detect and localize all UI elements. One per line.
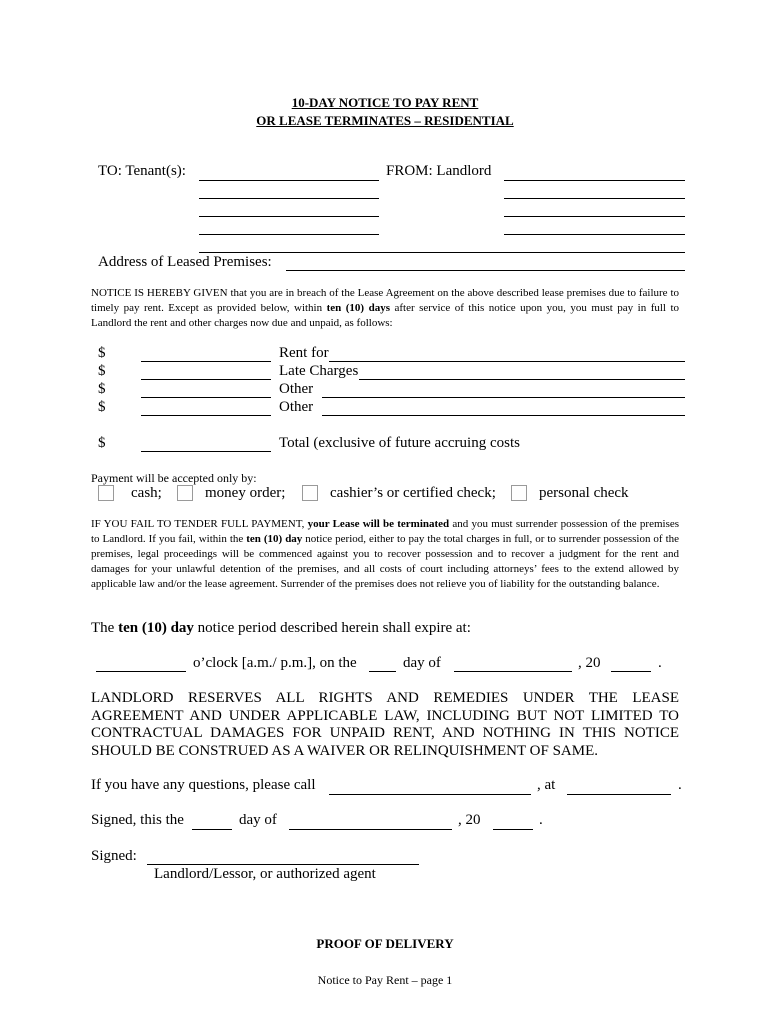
address-label: Address of Leased Premises: (98, 254, 272, 270)
failure-paragraph: IF YOU FAIL TO TENDER FULL PAYMENT, your Lease will be terminated and you must surrender possession of the premises to Landlord. If you fail, within the ten (10) day notice period, either to pay the total charges in full, or to surrender possession of the premises, legal proceedings will be commenced against you to recover possession and to recover a judgment for the rent and damages for your unlawful detention of the premises, and all costs of court including attorneys’ fees to the extend allowed by applicable law and/or the lease agreement. Surrender of the premises does not relieve you of liability for the outstanding balance. (91, 518, 680, 590)
other-1-amount-line[interactable] (141, 397, 271, 398)
expire-sentence: The ten (10) day notice period described herein shall expire at: (91, 620, 471, 636)
expire-day-line[interactable] (369, 671, 396, 672)
page-footer: Notice to Pay Rent – page 1 (317, 973, 453, 987)
landlord-line-4[interactable] (504, 234, 685, 235)
dollar-sign-late: $ (98, 363, 106, 379)
rent-amount-line[interactable] (141, 361, 271, 362)
questions-text: If you have any questions, please call (91, 777, 316, 793)
payment-heading: Payment will be accepted only by: (91, 471, 257, 485)
total-label: Total (exclusive of future accruing costs (279, 435, 520, 451)
questions-at-text: , at (537, 777, 556, 793)
expire-year-line[interactable] (611, 671, 651, 672)
notice-paragraph: NOTICE IS HEREBY GIVEN that you are in breach of the Lease Agreement on the above described lease premises due to failure to timely pay rent. Except as provided below, within ten (10) days after service of this notice upon you, you must pay in full to Landlord the rent and other charges now due and unpaid, as follows: (91, 287, 680, 329)
other-1-label: Other (279, 381, 314, 397)
signed-period: . (539, 812, 543, 828)
personal-check-label: personal check (539, 485, 629, 501)
total-amount-line[interactable] (141, 451, 271, 452)
questions-period: . (678, 777, 682, 793)
other-1-line[interactable] (322, 397, 685, 398)
signed-comma-20: , 20 (458, 812, 481, 828)
cashiers-check-label: cashier’s or certified check; (330, 485, 496, 501)
reserves-paragraph: LANDLORD RESERVES ALL RIGHTS AND REMEDIES UNDER THE LEASE AGREEMENT AND UNDER APPLICABLE LAW, INCLUDING BUT NOT LIMITED TO CONTRACTUAL DAMAGES FOR UNPAID RENT, AND NOTHING IN THIS NOTICE SHOULD BE CONSTRUED AS A WAIVER OR RELINQUISHMENT OF SAME. (91, 690, 679, 759)
expire-month-line[interactable] (454, 671, 572, 672)
money-order-label: money order; (205, 485, 286, 501)
late-amount-line[interactable] (141, 379, 271, 380)
expire-time-line[interactable] (96, 671, 186, 672)
signed-month-line[interactable] (289, 829, 452, 830)
signed-this-text: Signed, this the (91, 812, 184, 828)
proof-of-delivery-heading: PROOF OF DELIVERY (316, 936, 454, 951)
dollar-sign-rent: $ (98, 345, 106, 361)
cashiers-check-checkbox[interactable] (302, 485, 318, 501)
personal-check-checkbox[interactable] (511, 485, 527, 501)
landlord-line-3[interactable] (504, 216, 685, 217)
expire-period: . (658, 655, 662, 671)
signed-day-of-text: day of (239, 812, 277, 828)
signed-year-line[interactable] (493, 829, 533, 830)
rent-for-line[interactable] (329, 361, 685, 362)
to-tenants-label: TO: Tenant(s): (98, 163, 186, 179)
expire-day-of-text: day of (403, 655, 441, 671)
address-line[interactable] (286, 270, 685, 271)
late-charges-label: Late Charges (279, 363, 359, 379)
rent-for-label: Rent for (279, 345, 329, 361)
other-2-label: Other (279, 399, 314, 415)
late-charges-line[interactable] (359, 379, 685, 380)
other-2-amount-line[interactable] (141, 415, 271, 416)
cash-checkbox[interactable] (98, 485, 114, 501)
signed-label: Signed: (91, 848, 137, 864)
questions-phone-line[interactable] (567, 794, 671, 795)
landlord-line-1[interactable] (504, 180, 685, 181)
questions-contact-line[interactable] (329, 794, 531, 795)
landlord-line-2[interactable] (504, 198, 685, 199)
expire-comma-20: , 20 (578, 655, 601, 671)
tenant-line-4[interactable] (199, 234, 379, 235)
address-line-upper[interactable] (199, 252, 685, 253)
signed-day-line[interactable] (192, 829, 232, 830)
tenant-line-3[interactable] (199, 216, 379, 217)
dollar-sign-other-1: $ (98, 381, 106, 397)
other-2-line[interactable] (322, 415, 685, 416)
dollar-sign-total: $ (98, 435, 106, 451)
from-landlord-label: FROM: Landlord (386, 163, 492, 179)
signature-line[interactable] (147, 864, 419, 865)
oclock-text: o’clock [a.m./ p.m.], on the (193, 655, 357, 671)
tenant-line-1[interactable] (199, 180, 379, 181)
dollar-sign-other-2: $ (98, 399, 106, 415)
cash-label: cash; (131, 485, 162, 501)
document-title-line-2: OR LEASE TERMINATES – RESIDENTIAL (256, 113, 514, 128)
tenant-line-2[interactable] (199, 198, 379, 199)
money-order-checkbox[interactable] (177, 485, 193, 501)
signature-caption: Landlord/Lessor, or authorized agent (154, 866, 376, 882)
document-title-line-1: 10-DAY NOTICE TO PAY RENT (291, 95, 479, 110)
